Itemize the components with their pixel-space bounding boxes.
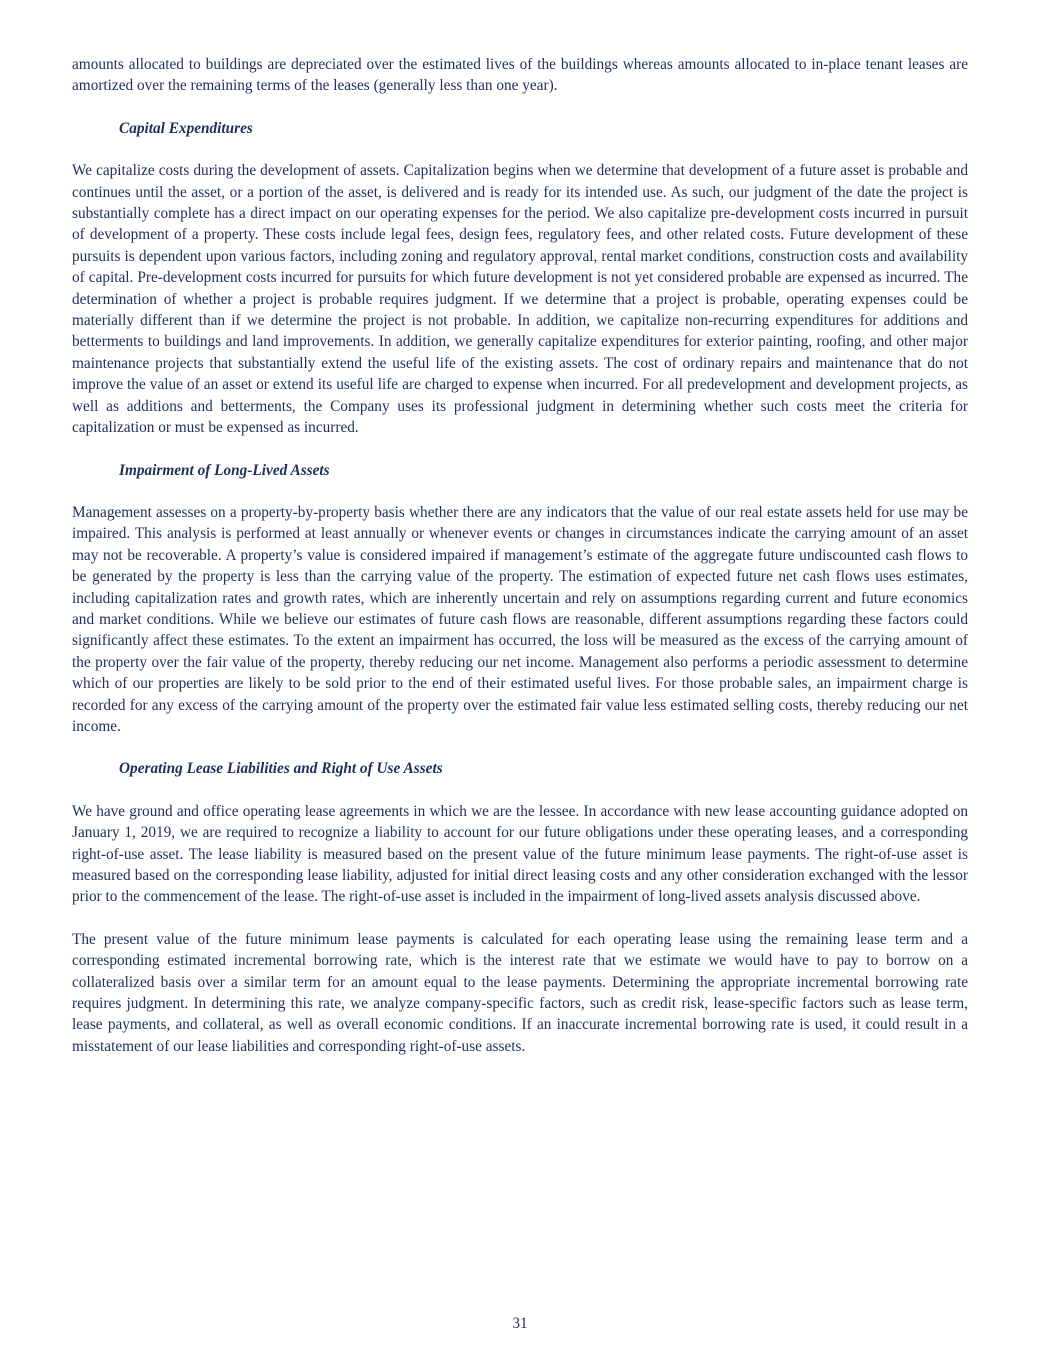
section-heading-operating-lease: Operating Lease Liabilities and Right of Use Assets — [119, 760, 443, 778]
page-number: 31 — [512, 1315, 528, 1332]
capital-expenditures-paragraph: We capitalize costs during the development of assets. Capitalization begins when we determine that development of a future asset is probable and continues until the asset, or a portion of the asset, is delivered and is ready for its intended use. As such, our judgment of the date the project is substantially complete has a direct impact on our operating expenses for the period. We also capitalize pre-development costs incurred in pursuit of development of a property. These costs include legal fees, design fees, regulatory fees, and other related costs. Future development of these pursuits is dependent upon various factors, including zoning and regulatory approval, rental market conditions, construction costs and availability of capital. Pre-development costs incurred for pursuits for which future development is not yet considered probable are expensed as incurred. The determination of whether a project is probable requires judgment. If we determine that a project is probable, operating expenses could be materially different than if we determine the project is not probable. In addition, we capitalize non-recurring expenditures for additions and betterments to buildings and land improvements. In addition, we generally capitalize expenditures for exterior painting, roofing, and other major maintenance projects that substantially extend the useful life of the existing assets. The cost of ordinary repairs and maintenance that do not improve the value of an asset or extend its useful life are charged to expense when incurred. For all predevelopment and development projects, as well as additions and betterments, the Company uses its professional judgment in determining whether such costs meet the criteria for capitalization or must be expensed as incurred. — [72, 162, 968, 437]
section-heading-impairment: Impairment of Long-Lived Assets — [119, 461, 330, 479]
section-heading-capital-expenditures: Capital Expenditures — [119, 119, 253, 137]
impairment-paragraph: Management assesses on a property-by-property basis whether there are any indicators that the value of our real estate assets held for use may be impaired. This analysis is performed at least annually or whenever events or changes in circumstances indicate the carrying amount of an asset may not be recoverable. A property’s value is considered impaired if management’s estimate of the aggregate future undiscounted cash flows to be generated by the property is less than the carrying value of the property. The estimation of expected future net cash flows uses estimates, including capitalization rates and growth rates, which are inherently uncertain and rely on assumptions regarding current and future economics and market conditions. While we believe our estimates of future cash flows are reasonable, different assumptions regarding these factors could significantly affect these estimates. To the extent an impairment has occurred, the loss will be measured as the excess of the carrying amount of the property over the fair value of the property, thereby reducing our net income. Management also performs a periodic assessment to determine which of our properties are likely to be sold prior to the end of their estimated useful lives. For those probable sales, an impairment charge is recorded for any excess of the carrying amount of the property over the estimated fair value less estimated selling costs, thereby reducing our net income. — [72, 503, 968, 735]
continued-paragraph: amounts allocated to buildings are depreciated over the estimated lives of the buildings whereas amounts allocated to in-place tenant leases are amortized over the remaining terms of the leases (generally less than one year). — [72, 56, 968, 95]
operating-lease-paragraph-1: We have ground and office operating lease agreements in which we are the lessee. In accordance with new lease accounting guidance adopted on January 1, 2019, we are required to recognize a liability to account for our future obligations under these operating leases, and a corresponding right-of-use asset. The lease liability is measured based on the present value of the future minimum lease payments. The right-of-use asset is measured based on the corresponding lease liability, adjusted for initial direct leasing costs and any other consideration exchanged with the lessor prior to the commencement of the lease. The right-of-use asset is included in the impairment of long-lived assets analysis discussed above. — [72, 802, 968, 906]
document-page — [72, 54, 968, 1057]
operating-lease-paragraph-2: The present value of the future minimum lease payments is calculated for each operating lease using the remaining lease term and a corresponding estimated incremental borrowing rate, which is the interest rate that we estimate we would have to pay to borrow on a collateralized basis over a similar term for an amount equal to the lease payments. Determining the appropriate incremental borrowing rate requires judgment. In determining this rate, we analyze company-specific factors, such as credit risk, lease-specific factors such as lease term, lease payments, and collateral, as well as overall economic conditions. If an inaccurate incremental borrowing rate is used, it could result in a misstatement of our lease liabilities and corresponding right-of-use assets. — [72, 930, 968, 1055]
